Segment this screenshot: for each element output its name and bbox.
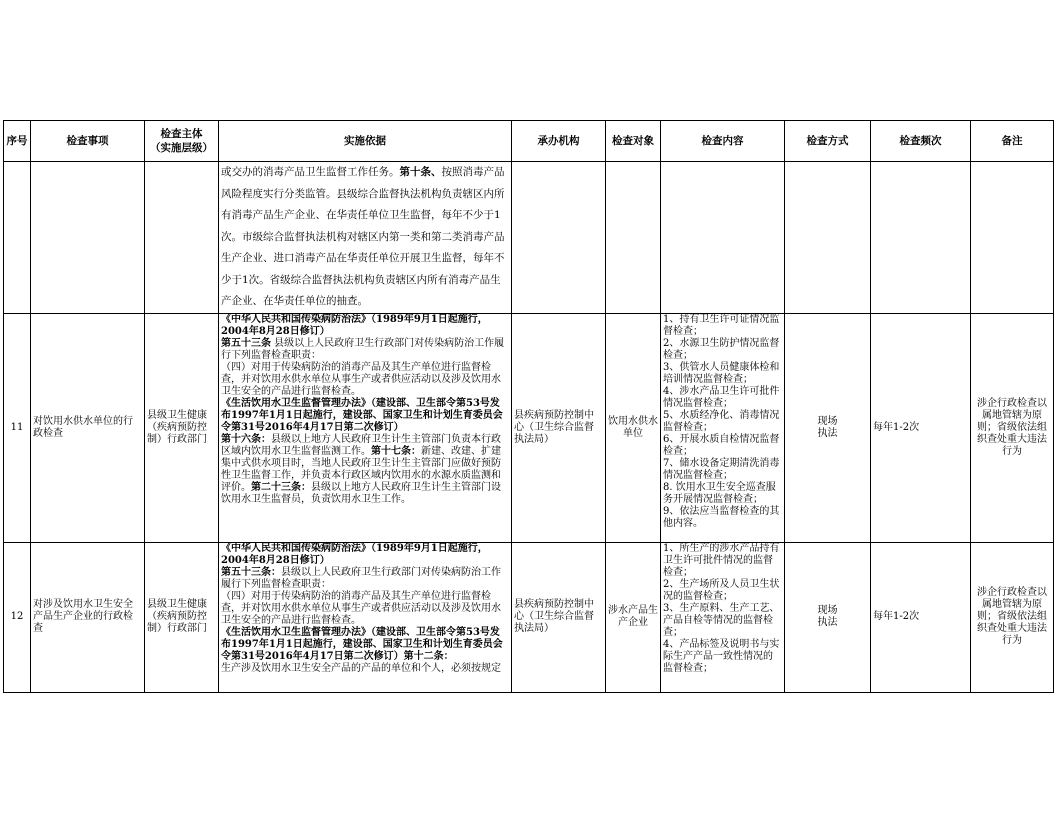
row-agency: 县疾病预防控制中心（卫生综合监督执法局） — [512, 313, 606, 542]
content-line: 1、持有卫生许可证情况监督检查； — [663, 313, 780, 337]
row-item: 对涉及饮用水卫生安全产品生产企业的行政检查 — [31, 542, 145, 692]
basis-text: （四）对用于传染病防治的消毒产品及其生产单位进行监督检查，并对饮用水供水单位从事生产或者供应活动以及涉及饮用水卫生安全的产品进行监督检查。 — [221, 590, 501, 626]
header-basis: 实施依据 — [219, 121, 512, 162]
basis-text: （四）对用于传染病防治的消毒产品及其生产单位进行监督检查，并对饮用水供水单位从事生产或者供应活动以及涉及饮用水卫生安全的产品进行监督检查。 — [221, 361, 501, 397]
header-object: 检查对象 — [606, 121, 661, 162]
row-note: 涉企行政检查以属地管辖为原则；省级依法组织查处重大违法行为 — [971, 542, 1054, 692]
header-row — [4, 121, 1054, 162]
header-no: 序号 — [4, 121, 31, 162]
header-content: 检查内容 — [661, 121, 785, 162]
cont-note — [971, 162, 1054, 314]
cont-no — [4, 162, 31, 314]
row-method: 现场 执法 — [785, 542, 871, 692]
basis-text: 或交办的消毒产品卫生监督工作任务。 — [221, 166, 400, 178]
row-frequency: 每年1-2次 — [871, 313, 971, 542]
basis-text: 县级以上人民政府卫生行政部门对传染病防治工作履行下列监督检查职责： — [221, 566, 501, 590]
cont-method — [785, 162, 871, 314]
row-method: 现场 执法 — [785, 313, 871, 542]
basis-text: 县级以上地方人民政府卫生计生主管部门负责本行政区域内饮用水卫生监督监测工作。 — [221, 433, 501, 457]
row-object: 饮用水供水单位 — [606, 313, 661, 542]
row-object: 涉水产品生产企业 — [606, 542, 661, 692]
basis-bold-text: 第十七条： — [371, 445, 421, 457]
inspection-table — [3, 120, 1054, 693]
row-content — [661, 542, 785, 692]
cont-subject — [145, 162, 219, 314]
row-agency: 县疾病预防控制中心（卫生综合监督执法局） — [512, 542, 606, 692]
content-line: 2、生产场所及人员卫生状况的监督检查； — [663, 578, 780, 602]
table-row — [4, 542, 1054, 692]
basis-bold-text: 《中华人民共和国传染病防治法》 — [221, 313, 371, 325]
basis-text: 新建、改建、扩建集中式供水项目时，当地人民政府卫生计生主管部门应做好预防性卫生监督工作，并负责本行政区域内饮用水的水源水质监测和评价。 — [221, 445, 501, 493]
row-item: 对饮用水供水单位的行政检查 — [31, 313, 145, 542]
content-line: 2、水源卫生防护情况监督检查； — [663, 337, 780, 361]
basis-bold-text: 第十条、 — [399, 166, 442, 178]
cont-object — [606, 162, 661, 314]
basis-text: 县级以上人民政府卫生行政部门对传染病防治工作履行下列监督检查职责： — [221, 337, 505, 361]
header-note: 备注 — [971, 121, 1054, 162]
table-row-continuation — [4, 162, 1054, 314]
basis-bold-text: （1989年9月1日起施行，2004年8月28日修订） — [221, 313, 488, 337]
row-basis — [219, 542, 512, 692]
basis-bold-text: 第五十三条 — [221, 337, 271, 349]
basis-bold-text: （1989年9月1日起施行，2004年8月28日修订） — [221, 542, 488, 566]
basis-text: 按照消毒产品风险程度实行分类监管。县级综合监督执法机构负责辖区内所有消毒产品生产企业、在华责任单位卫生监督，每年不少于1次。市级综合监督执法机构对辖区内第一类和第二类消毒产品生产企业、进口消毒产品在华责任单位开展卫生监督，每年不少于1次。省级综合监督执法机构负责辖区内所有消毒产品生产企业、在华责任单位的抽查。 — [221, 166, 505, 307]
basis-bold-text: 第五十三条： — [221, 566, 281, 578]
cont-item — [31, 162, 145, 314]
content-line: 3、生产原料、生产工艺、产品自检等情况的监督检查； — [663, 602, 780, 638]
cont-frequency — [871, 162, 971, 314]
content-line: 3、供管水人员健康体检和培训情况监督检查； — [663, 361, 780, 385]
content-line: 5、水质经净化、消毒情况监督检查； — [663, 409, 780, 433]
row-basis — [219, 313, 512, 542]
content-line: 8. 饮用水卫生安全巡查服务开展情况监督检查； — [663, 481, 776, 505]
row-subject: 县级卫生健康（疾病预防控制）行政部门 — [145, 542, 219, 692]
content-line: 6、开展水质自检情况监督检查； — [663, 433, 780, 457]
row-content — [661, 313, 785, 542]
cont-agency — [512, 162, 606, 314]
header-agency: 承办机构 — [512, 121, 606, 162]
table-row — [4, 313, 1054, 542]
cont-basis — [219, 162, 512, 314]
basis-bold-text: 《生活饮用水卫生监督管理办法》（建设部、卫生部令第53号发布1997年1月1日起施行，建设部、国家卫生和计划生育委员会令第31号2016年4月17日第二次修订） — [221, 397, 503, 433]
header-item: 检查事项 — [31, 121, 145, 162]
header-method: 检查方式 — [785, 121, 871, 162]
basis-text: 县级以上地方人民政府卫生计生主管部门设饮用水卫生监督员，负责饮用水卫生工作。 — [221, 481, 501, 505]
content-line: 9、依法应当监督检查的其他内容。 — [663, 505, 780, 529]
basis-bold-text: 《生活饮用水卫生监督管理办法》（建设部、卫生部令第53号发布1997年1月1日起施行，建设部、国家卫生和计划生育委员会令第31号2016年4月17日第二次修订）第十二条： — [221, 626, 503, 662]
row-no: 12 — [4, 542, 31, 692]
basis-bold-text: 第二十三条： — [251, 481, 311, 493]
basis-bold-text: 第十六条： — [221, 433, 271, 445]
basis-text: 生产涉及饮用水卫生安全产品的产品的单位和个人，必须按规定 — [221, 662, 501, 674]
row-no: 11 — [4, 313, 31, 542]
content-line: 1、所生产的涉水产品持有卫生许可批件情况的监督检查； — [663, 542, 780, 578]
row-frequency: 每年1-2次 — [871, 542, 971, 692]
content-line: 4、产品标签及说明书与实际生产产品一致性情况的监督检查； — [663, 638, 780, 674]
header-frequency: 检查频次 — [871, 121, 971, 162]
content-line: 4、涉水产品卫生许可批件情况监督检查； — [663, 385, 780, 409]
cont-content — [661, 162, 785, 314]
row-note: 涉企行政检查以属地管辖为原则；省级依法组织查处重大违法行为 — [971, 313, 1054, 542]
content-line: 7、储水设备定期清洗消毒情况监督检查； — [663, 457, 780, 481]
header-subject: 检查主体 （实施层级） — [145, 121, 219, 162]
basis-bold-text: 《中华人民共和国传染病防治法》 — [221, 542, 371, 554]
row-subject: 县级卫生健康（疾病预防控制）行政部门 — [145, 313, 219, 542]
